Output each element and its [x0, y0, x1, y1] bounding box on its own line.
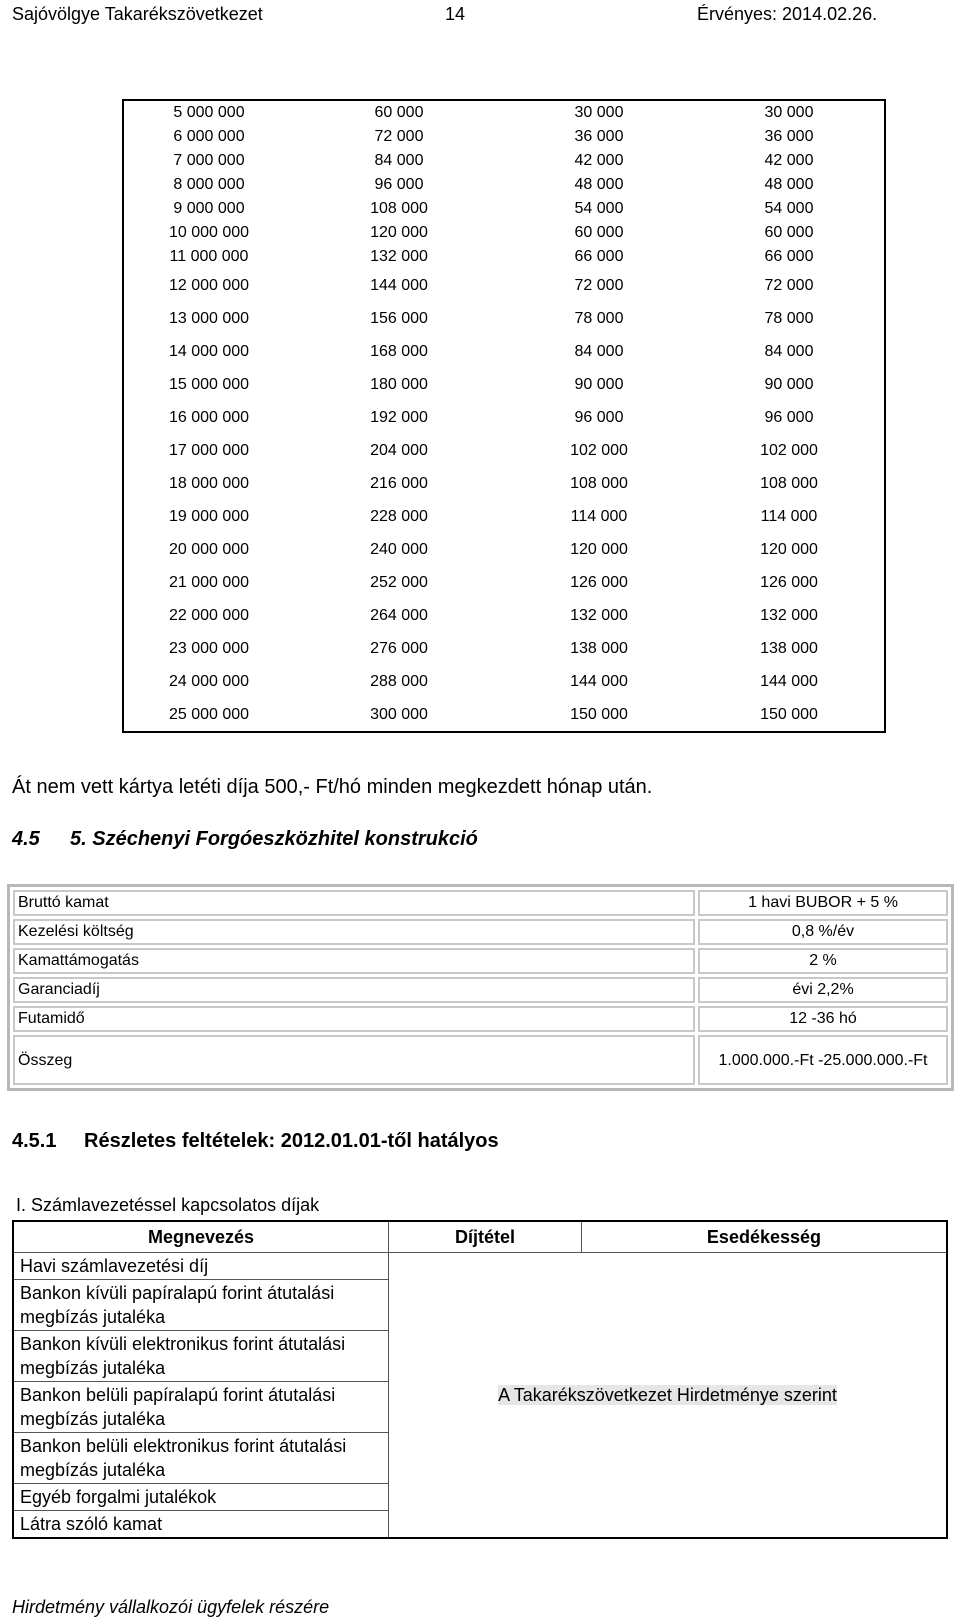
table-cell: 72 000 [374, 128, 424, 145]
table-cell: 114 000 [760, 507, 818, 525]
table-cell: 102 000 [760, 441, 818, 459]
table-cell: 276 000 [370, 639, 428, 657]
table-cell: 36 000 [574, 128, 624, 145]
table-cell: 216 000 [370, 474, 428, 492]
table-cell: 15 000 000 [168, 375, 250, 393]
table-cell: 132 000 [570, 606, 628, 624]
table-cell: 90 000 [574, 375, 624, 393]
table-cell: 48 000 [764, 176, 814, 193]
table-cell: 144 000 [570, 672, 628, 690]
table-row [123, 467, 885, 500]
table-cell: 7 000 000 [173, 152, 245, 169]
table-cell: 42 000 [574, 152, 624, 169]
table-cell: 132 000 [760, 606, 818, 624]
table-cell: 16 000 000 [168, 408, 250, 426]
header-valid-date: Érvényes: 2014.02.26. [697, 4, 878, 24]
table-cell: 25 000 000 [168, 705, 250, 723]
fee-name: Látra szóló kamat [13, 1511, 389, 1539]
table-row [123, 632, 885, 665]
table-row [123, 245, 885, 269]
table-cell: 90 000 [764, 375, 814, 393]
table-row [123, 533, 885, 566]
table-cell: 138 000 [570, 639, 628, 657]
term-label: Összeg [13, 1035, 695, 1085]
term-value: 1.000.000.-Ft -25.000.000.-Ft [698, 1035, 948, 1085]
table-row [13, 919, 948, 945]
table-cell: 10 000 000 [168, 224, 250, 241]
section-number: 4.5.1 [12, 1130, 57, 1152]
header-org: Sajóvölgye Takarékszövetkezet [12, 4, 263, 24]
table-cell: 192 000 [370, 408, 428, 426]
table-cell: 96 000 [764, 408, 814, 426]
table-cell: 42 000 [764, 152, 814, 169]
table-cell: 126 000 [760, 573, 818, 591]
page-header [12, 4, 930, 28]
table-row [123, 335, 885, 368]
fee-name: Havi számlavezetési díj [13, 1253, 389, 1280]
table-cell: 48 000 [574, 176, 624, 193]
table-row [123, 173, 885, 197]
table-cell: 60 000 [764, 224, 814, 241]
table-cell: 228 000 [370, 507, 428, 525]
card-fee-note: Át nem vett kártya letéti díja 500,- Ft/hó minden megkezdett hónap után. [12, 776, 653, 798]
table-cell: 66 000 [574, 248, 624, 265]
section-number: 4.5 [12, 828, 40, 850]
table-cell: 5 000 000 [173, 104, 245, 121]
fee-name: Egyéb forgalmi jutalékok [13, 1484, 389, 1511]
table-row [123, 125, 885, 149]
table-cell: 11 000 000 [169, 248, 249, 265]
table-cell: 138 000 [760, 639, 818, 657]
table-cell: 288 000 [370, 672, 428, 690]
fee-name: Bankon kívüli papíralapú forint átutalási megbízás jutaléka [13, 1280, 389, 1331]
table-row [13, 1006, 948, 1032]
table-row [123, 149, 885, 173]
table-cell: 168 000 [370, 342, 428, 360]
table-cell: 19 000 000 [168, 507, 250, 525]
table-cell: 120 000 [370, 224, 428, 241]
table-cell: 84 000 [764, 342, 814, 360]
table-cell: 72 000 [764, 276, 814, 294]
table-cell: 108 000 [370, 200, 428, 217]
fee-value-text: A Takarékszövetkezet Hirdetménye szerint [498, 1385, 837, 1405]
table-cell: 21 000 000 [168, 573, 250, 591]
table-cell: 144 000 [370, 276, 428, 294]
table-cell: 9 000 000 [173, 200, 245, 217]
table-cell: 78 000 [574, 309, 624, 327]
table-cell: 13 000 000 [168, 309, 250, 327]
table-row [123, 500, 885, 533]
col-header-due: Esedékesség [581, 1221, 947, 1253]
table-row [123, 401, 885, 434]
table-cell: 18 000 000 [168, 474, 250, 492]
table-row [123, 566, 885, 599]
table-cell: 114 000 [570, 507, 628, 525]
table-cell: 36 000 [764, 128, 814, 145]
section-4-5-1-heading [12, 1130, 499, 1153]
table-cell: 24 000 000 [168, 672, 250, 690]
table-cell: 96 000 [574, 408, 624, 426]
table-cell: 84 000 [574, 342, 624, 360]
col-header-name: Megnevezés [13, 1221, 389, 1253]
fees-table [12, 1220, 948, 1539]
term-label: Garanciadíj [13, 977, 695, 1003]
table-cell: 150 000 [760, 705, 818, 723]
table-row [123, 434, 885, 467]
section-title: Részletes feltételek: 2012.01.01-től hatályos [84, 1130, 499, 1152]
table-cell: 8 000 000 [173, 176, 245, 193]
table-cell: 156 000 [370, 309, 428, 327]
table-cell: 60 000 [574, 224, 624, 241]
table-cell: 132 000 [370, 248, 428, 265]
table-cell: 12 000 000 [168, 276, 250, 294]
table-row [123, 599, 885, 632]
header-page-number: 14 [445, 4, 466, 24]
table-cell: 84 000 [374, 152, 424, 169]
table-cell: 150 000 [570, 705, 628, 723]
szechenyi-table [7, 884, 954, 1091]
term-label: Bruttó kamat [13, 890, 695, 916]
term-label: Kamattámogatás [13, 948, 695, 974]
term-label: Kezelési költség [13, 919, 695, 945]
col-header-fee: Díjtétel [389, 1221, 582, 1253]
table-cell: 300 000 [370, 705, 428, 723]
fee-name: Bankon kívüli elektronikus forint átutalási megbízás jutaléka [13, 1331, 389, 1382]
table-cell: 30 000 [574, 104, 624, 121]
table-row [123, 269, 885, 302]
table-cell: 108 000 [760, 474, 818, 492]
table-cell: 96 000 [374, 176, 424, 193]
table-cell: 20 000 000 [168, 540, 250, 558]
table-cell: 144 000 [760, 672, 818, 690]
page-footer: Hirdetmény vállalkozói ügyfelek részére [12, 1597, 330, 1617]
table-row [123, 698, 885, 732]
table-cell: 72 000 [574, 276, 624, 294]
term-label: Futamidő [13, 1006, 695, 1032]
fee-name: Bankon belüli papíralapú forint átutalási megbízás jutaléka [13, 1382, 389, 1433]
term-value: 12 -36 hó [698, 1006, 948, 1032]
table-row [13, 977, 948, 1003]
table-row [13, 890, 948, 916]
table-cell: 14 000 000 [168, 342, 250, 360]
fee-name: Bankon belüli elektronikus forint átutalási megbízás jutaléka [13, 1433, 389, 1484]
table-cell: 204 000 [370, 441, 428, 459]
table-cell: 240 000 [370, 540, 428, 558]
table-cell: 60 000 [374, 104, 424, 121]
table-cell: 252 000 [370, 573, 428, 591]
table-row [123, 665, 885, 698]
table-row [13, 1253, 947, 1280]
table-cell: 120 000 [760, 540, 818, 558]
table-cell: 22 000 000 [168, 606, 250, 624]
rate-table [122, 99, 886, 733]
table-cell: 264 000 [370, 606, 428, 624]
table-row [123, 221, 885, 245]
table-cell: 54 000 [764, 200, 814, 217]
table-row [13, 1035, 948, 1085]
table-row [13, 948, 948, 974]
fee-value-merged [389, 1253, 948, 1539]
table-cell: 126 000 [570, 573, 628, 591]
term-value: 1 havi BUBOR + 5 % [698, 890, 948, 916]
section-4-5-heading [12, 828, 478, 851]
term-value: évi 2,2% [698, 977, 948, 1003]
table-cell: 66 000 [764, 248, 814, 265]
table-cell: 180 000 [370, 375, 428, 393]
table-cell: 30 000 [764, 104, 814, 121]
table-cell: 108 000 [570, 474, 628, 492]
term-value: 2 % [698, 948, 948, 974]
table-row [123, 368, 885, 401]
table-cell: 78 000 [764, 309, 814, 327]
table-cell: 17 000 000 [168, 441, 250, 459]
table-cell: 23 000 000 [168, 639, 250, 657]
table-row [123, 197, 885, 221]
table-row [123, 100, 885, 125]
term-value: 0,8 %/év [698, 919, 948, 945]
table-cell: 120 000 [570, 540, 628, 558]
section-title: 5. Széchenyi Forgóeszközhitel konstrukció [70, 828, 478, 850]
table-cell: 54 000 [574, 200, 624, 217]
table-cell: 6 000 000 [173, 128, 245, 145]
table-row [123, 302, 885, 335]
fees-heading: I. Számlavezetéssel kapcsolatos díjak [16, 1195, 320, 1215]
table-cell: 102 000 [570, 441, 628, 459]
